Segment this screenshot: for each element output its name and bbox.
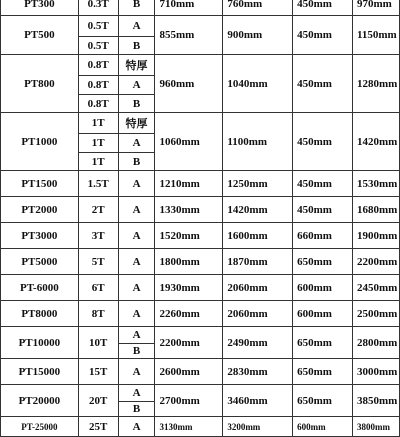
- grade-cell: A: [118, 417, 155, 437]
- dimension-cell-2: 2830mm: [223, 359, 293, 385]
- model-cell: PT800: [1, 55, 79, 113]
- model-cell: PT5000: [1, 249, 79, 275]
- grade-cell: A: [118, 197, 155, 223]
- dimension-cell-2: 900mm: [223, 16, 293, 55]
- model-cell: PT1500: [1, 171, 79, 197]
- thickness-cell: 0.8T: [78, 76, 118, 95]
- dimension-cell-1: 855mm: [155, 16, 223, 55]
- thickness-cell: 6T: [78, 275, 118, 301]
- dimension-cell-2: 2490mm: [223, 327, 293, 359]
- dimension-cell-1: 1520mm: [155, 223, 223, 249]
- dimension-cell-4: 1280mm: [352, 55, 399, 113]
- grade-cell: B: [118, 402, 155, 417]
- table-row: [1, 113, 400, 134]
- table-row: [1, 301, 400, 327]
- dimension-cell-1: 1800mm: [155, 249, 223, 275]
- model-cell: PT-6000: [1, 275, 79, 301]
- dimension-cell-4: 2200mm: [352, 249, 399, 275]
- dimension-cell-3: 450mm: [293, 55, 353, 113]
- dimension-cell-3: 600mm: [293, 301, 353, 327]
- table-row: [1, 0, 400, 16]
- dimension-cell-3: 450mm: [293, 171, 353, 197]
- dimension-cell-2: 1600mm: [223, 223, 293, 249]
- dimension-cell-3: 650mm: [293, 327, 353, 359]
- model-cell: PT20000: [1, 385, 79, 417]
- model-cell: PT15000: [1, 359, 79, 385]
- grade-cell: 特厚: [118, 55, 155, 76]
- dimension-cell-2: 1040mm: [223, 55, 293, 113]
- thickness-cell: 0.8T: [78, 55, 118, 76]
- grade-cell: 特厚: [118, 113, 155, 134]
- thickness-cell: 8T: [78, 301, 118, 327]
- thickness-cell: 0.5T: [78, 37, 118, 55]
- dimension-cell-1: 710mm: [155, 0, 223, 16]
- dimension-cell-3: 600mm: [293, 275, 353, 301]
- dimension-cell-1: 2260mm: [155, 301, 223, 327]
- grade-cell: B: [118, 37, 155, 55]
- table-row: [1, 223, 400, 249]
- dimension-cell-2: 3200mm: [223, 417, 293, 437]
- dimension-cell-2: 1870mm: [223, 249, 293, 275]
- model-cell: PT300: [1, 0, 79, 16]
- dimension-cell-3: 450mm: [293, 16, 353, 55]
- thickness-cell: 1.5T: [78, 171, 118, 197]
- dimension-cell-2: 1420mm: [223, 197, 293, 223]
- dimension-cell-4: 2500mm: [352, 301, 399, 327]
- grade-cell: B: [118, 0, 155, 16]
- dimension-cell-4: 3000mm: [352, 359, 399, 385]
- table-row: [1, 16, 400, 37]
- thickness-cell: 1T: [78, 113, 118, 134]
- dimension-cell-4: 1420mm: [352, 113, 399, 171]
- table-row: [1, 359, 400, 385]
- table-row: [1, 197, 400, 223]
- dimension-cell-1: 3130mm: [155, 417, 223, 437]
- grade-cell: B: [118, 153, 155, 171]
- thickness-cell: 15T: [78, 359, 118, 385]
- thickness-cell: 3T: [78, 223, 118, 249]
- dimension-cell-3: 450mm: [293, 113, 353, 171]
- grade-cell: B: [118, 344, 155, 359]
- model-cell: PT2000: [1, 197, 79, 223]
- dimension-cell-1: 960mm: [155, 55, 223, 113]
- model-cell: PT-25000: [1, 417, 79, 437]
- grade-cell: A: [118, 16, 155, 37]
- dimension-cell-2: 2060mm: [223, 301, 293, 327]
- table-row: [1, 249, 400, 275]
- table-row: [1, 385, 400, 402]
- dimension-cell-4: 1150mm: [352, 16, 399, 55]
- dimension-cell-4: 3800mm: [352, 417, 399, 437]
- dimension-cell-4: 970mm: [352, 0, 399, 16]
- model-cell: PT8000: [1, 301, 79, 327]
- dimension-cell-3: 650mm: [293, 359, 353, 385]
- dimension-cell-4: 2800mm: [352, 327, 399, 359]
- dimension-cell-1: 1930mm: [155, 275, 223, 301]
- dimension-cell-2: 1100mm: [223, 113, 293, 171]
- dimension-cell-2: 2060mm: [223, 275, 293, 301]
- dimension-cell-3: 660mm: [293, 223, 353, 249]
- table-row: [1, 171, 400, 197]
- model-cell: PT500: [1, 16, 79, 55]
- dimension-cell-4: 1680mm: [352, 197, 399, 223]
- dimension-cell-1: 2600mm: [155, 359, 223, 385]
- model-cell: PT3000: [1, 223, 79, 249]
- thickness-cell: 0.8T: [78, 95, 118, 113]
- dimension-cell-2: 760mm: [223, 0, 293, 16]
- table-row: [1, 275, 400, 301]
- table-row: [1, 417, 400, 437]
- grade-cell: A: [118, 134, 155, 153]
- dimension-cell-4: 1530mm: [352, 171, 399, 197]
- dimension-cell-3: 650mm: [293, 249, 353, 275]
- thickness-cell: 25T: [78, 417, 118, 437]
- dimension-cell-4: 3850mm: [352, 385, 399, 417]
- grade-cell: A: [118, 301, 155, 327]
- grade-cell: A: [118, 327, 155, 344]
- dimension-cell-1: 1210mm: [155, 171, 223, 197]
- spec-table-body: [1, 0, 400, 437]
- grade-cell: A: [118, 275, 155, 301]
- thickness-cell: 5T: [78, 249, 118, 275]
- thickness-cell: 1T: [78, 134, 118, 153]
- grade-cell: A: [118, 385, 155, 402]
- dimension-cell-3: 650mm: [293, 385, 353, 417]
- grade-cell: B: [118, 95, 155, 113]
- table-row: [1, 55, 400, 76]
- dimension-cell-3: 450mm: [293, 197, 353, 223]
- model-cell: PT10000: [1, 327, 79, 359]
- thickness-cell: 2T: [78, 197, 118, 223]
- model-cell: PT1000: [1, 113, 79, 171]
- grade-cell: A: [118, 76, 155, 95]
- dimension-cell-1: 2700mm: [155, 385, 223, 417]
- thickness-cell: 0.5T: [78, 16, 118, 37]
- dimension-cell-4: 1900mm: [352, 223, 399, 249]
- dimension-cell-4: 2450mm: [352, 275, 399, 301]
- thickness-cell: 10T: [78, 327, 118, 359]
- grade-cell: A: [118, 171, 155, 197]
- dimension-cell-1: 1330mm: [155, 197, 223, 223]
- grade-cell: A: [118, 249, 155, 275]
- grade-cell: A: [118, 359, 155, 385]
- thickness-cell: 1T: [78, 153, 118, 171]
- dimension-cell-1: 2200mm: [155, 327, 223, 359]
- dimension-cell-2: 3460mm: [223, 385, 293, 417]
- dimension-cell-3: 600mm: [293, 417, 353, 437]
- thickness-cell: 20T: [78, 385, 118, 417]
- dimension-cell-1: 1060mm: [155, 113, 223, 171]
- grade-cell: A: [118, 223, 155, 249]
- dimension-cell-2: 1250mm: [223, 171, 293, 197]
- table-row: [1, 327, 400, 344]
- thickness-cell: 0.3T: [78, 0, 118, 16]
- dimension-cell-3: 450mm: [293, 0, 353, 16]
